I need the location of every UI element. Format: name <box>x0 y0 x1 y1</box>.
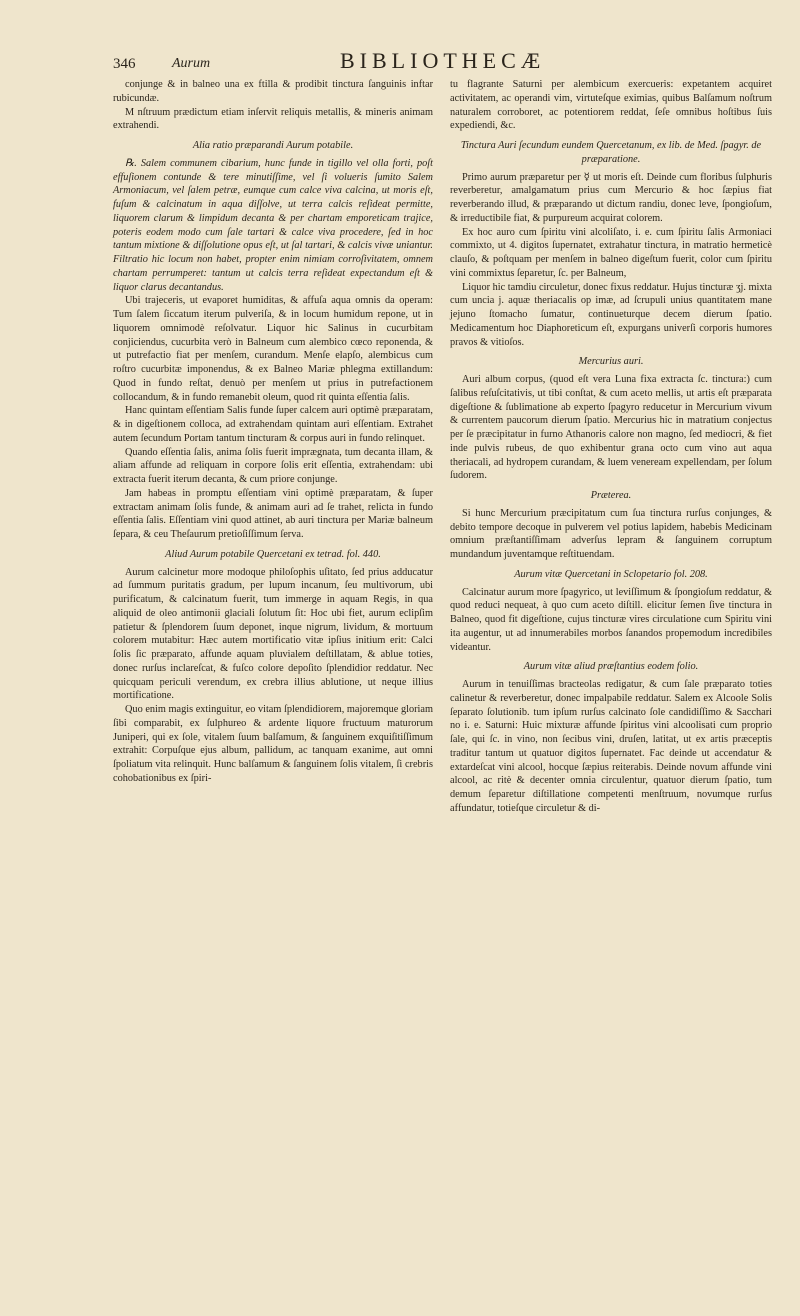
section-heading: Aurum vitæ aliud præſtantius eodem folio. <box>523 661 699 673</box>
paragraph: Ex hoc auro cum ſpiritu vini alcoliſato, i. e. cum ſpiritu ſalis Armoniaci commixto, ut 4. digitos ſupernatet, extrahatur tinctura, in matratio hermeticè clauſo, & poſtquam per menſem in balneo digeſtum fuerit, color cum ſpiritu vini commixtus ſeparetur, ſc. per Balneum, <box>450 226 772 279</box>
paragraph: Jam habeas in promptu eſſentiam vini optimè præparatam, & ſuper extractam animam ſolis funde, & animam auri ad ſe trahet, relicta in fundo eſſentia ſalis. Eſſentiam vini quod attinet, ab auri tinctura per Mariæ balneum ſepara, & ceu Theſaurum pretioſiſſimum ſerva. <box>113 487 433 540</box>
section-heading: Præterea. <box>590 490 632 501</box>
paragraph: tu flagrante Saturni per alembicum exercueris: expetantem acquiret activitatem, ac operandi vim, virtuteſque eximias, quibus Balſamum noſtrum naturalem corroboret, ac potentiorem reddat, ſeſe omnibus hoſtibus ſuis expediendi, &c. <box>450 79 772 132</box>
paragraph: Si hunc Mercurium præcipitatum cum ſua tinctura rurſus conjunges, & debito tempore decoque in pulverem vel potius lapidem, habebis Medicinam omnium præſtantiſſimam adverſus lepram & ſanguinem corruptum mundandum juventamque reſtituendam. <box>450 507 772 560</box>
paragraph: Hanc quintam eſſentiam Salis funde ſuper calcem auri optimè præparatam, & in digeſtionem colloca, ad extrahendam quintam auri eſſentiam. Extrahet autem ſecundum Portam tantum tincturam & corpus auri in fundo relinquet. <box>113 405 433 444</box>
paragraph: Primo aurum præparetur per ☿ ut moris eſt. Deinde cum floribus ſulphuris reverberetur, amalgamatum prius cum Mercurio & hoc ſæpius fiat reverberando illud, & præparando ut dictum randiu, donec leve, ſpongioſum, & irreductibile fiat, & purpureum acquirat colorem. <box>450 171 772 224</box>
running-word: Aurum <box>172 56 211 71</box>
paragraph: M nſtruum prædictum etiam inſervit reliquis metallis, & mineris animam extrahendi. <box>113 106 433 132</box>
paragraph: Auri album corpus, (quod eſt vera Luna fixa extracta ſc. tinctura:) cum ſalibus reſuſcitativis, ut tibi conſtat, & cum aceto mellis, ut artis eſt præparata digeſtione & ſublimatione ab experto ſpagyro reducetur in Mercurium vivum & currentem paucorum dierum ſpatio. Mercurius hic in matratium conjectus per ſe præcipitatur in furno Athanoris calore non magno, ſed mediocri, & fiet inde pulvis rubeus, de quo exhibentur grana octo cum vino aut aqua theriacali, ad hydropem curandam, & luem veneream expellendam, per ſolum ſudorem. <box>450 374 772 482</box>
paragraph: Calcinatur aurum more ſpagyrico, ut leviſſimum & ſpongioſum reddatur, & quod reduci nequeat, à quo cum aceto diſtill. elicitur ſemen ſive tinctura in Balneo, quod fit digeſtione, cujus tincturæ vires circulatione cum Spiritu vini ita augentur, ut ad innumerabiles morbos ſanandos propemodum incredibiles videantur. <box>450 586 772 653</box>
section-heading: Aurum vitæ Quercetani in Sclopetario fol. 208. <box>514 568 708 580</box>
paragraph: Aurum calcinetur more modoque philoſophis uſitato, ſed prius adducatur ad ſummum puritatis gradum, per lupum incanum, ſeu multivorum, ubi purificatum, & calcinatum fuerit, tum immerge in aquam Regis, in qua aliquid de oleo antimonii glaciali ſolutum ſit: Hoc ubi fiet, aurum eclipſim patietur & ſplendorem ſuum deponet, inque nigrum, lividum, & mortuum colorem mutabitur: Hæc autem mortificatio vitæ ipſius initium erit: Calci ſolis ſic præparato, affunde aquam pluvialem deſtillatam, & ablue toties, donec rurſus inclareſcat, & fuſco colore depoſito ſplendidior reddatur. Nec quicquam periculi verendum, ex crebra illius ablutione, ut neque illius mortificatione. <box>113 566 433 702</box>
recipe-paragraph: ℞. Salem communem cibarium, hunc funde in tigillo vel olla forti, poſt effuſionem contunde & tere minutiſſime, vel ſi volueris ſumito Salem Armoniacum, vel ſalem petræ, eumque cum calce viva calcina, ut moris eſt, fuſum & calcinatum in aqua diſſolve, ut terra calcis reſideat permitte, liquorem clarum & limpidum decanta & per chartam emporeticam trajice, poteris eodem modo cum ſale tartari & calce viva procedere, ſed in hoc tantum mixtione & diſſolutione opus eſt, ut ſal tartari, & calcis vivæ uniantur. Filtratio hic locum non habet, propter enim nimiam corroſivitatem, omnem chartam perrumperet: tantum ut calcis terra reſideat expectandum eſt & liquor clarus decantandus. <box>113 157 433 293</box>
running-title: BIBLIOTHECÆ <box>340 48 546 73</box>
paragraph: conjunge & in balneo una ex ftilla & prodibit tinctura ſanguinis inftar rubicundæ. <box>113 79 433 104</box>
page-header <box>0 48 800 82</box>
section-heading: Alia ratio præparandi Aurum potabile. <box>192 140 354 151</box>
left-column <box>113 78 433 786</box>
paragraph: Aurum in tenuiſſimas bracteolas redigatur, & cum ſale præparato toties calinetur & reverberetur, donec impalpabile reddatur. Salem ex Alcoole Solis ſeparato ſolutionib. tum ipſum rurſus calcinato ſole candidiſſimo & Sacchari no i. e. Saturni: Huic mixturæ affunde ſpiritus vini alcoolisati cum proprio ſale, qui ſc. in vino, non ſecibus vini, druſen, latitat, ut ex artis præceptis traditur tantum ut quatuor digitos ſupernatet. Fac deinde ut accendatur & extardeſcat vini alcool, hocque ſæpius reiterabis. Deinde novum affunde vini alcool, ac ritè & decenter omnia circulentur, quatuor dierum ſpatio, tum demum ſeparetur diſtillatione competenti menſtruum, novumque rurſus affundatur, totieſque circuletur & di- <box>450 679 772 814</box>
paragraph: Ubi trajeceris, ut evaporet humiditas, & affuſa aqua omnis da operam: Tum ſalem ſiccatum iterum pulveriſa, & in locum humidum repone, ut in liquorem omnimodè reſolvatur. Liquor hic Salinus in cucurbitam conjiciendus, cucurbita verò in Balneum cum alembico cœco reponenda, & ut putrefactio fiat per menſem, curandum. Menſe elapſo, alembicus cum roſtro cucurbitæ imponendus, & ex Balneo Mariæ phlegma extillandum: Quod in fundo reſtat, denuò per menſem ut prius in putrefactionem collocandum, & in fundo remanebit oleum, quod rit quinta eſſentia ſalis. <box>113 295 433 403</box>
right-column <box>450 78 772 816</box>
section-heading: Tinctura Auri ſecundum eundem Quercetanum, ex lib. de Med. ſpagyr. de præparatione. <box>460 140 762 165</box>
paragraph: Liquor hic tamdiu circuletur, donec fixus reddatur. Hujus tincturæ ʒj. mixta cum uncia j. aquæ theriacalis op imæ, ad ſcrupuli unius quantitatem mane jejuno ſtomacho ſumatur, continueturque decem dierum ſpatio. Medicamentum hoc Diaphoreticum eſt, expurgans univerſi corporis humores pravos & vitioſos. <box>450 281 772 348</box>
paragraph: Quando eſſentia ſalis, anima ſolis fuerit imprægnata, tum decanta illam, & aliam affunde ad reliquam in corpore ſolis erit eſſentia, extrahendam: ubi extracta fuerit iterum decanta, & cum priore conjunge. <box>113 446 433 485</box>
section-heading: Mercurius auri. <box>578 356 644 368</box>
paragraph: Quo enim magis extinguitur, eo vitam ſplendidiorem, majoremque gloriam ſibi comparabit, ex ſulphureo & ardente liquore fructuum maturorum Juniperi, qui ex ſole, vitalem ſuum balſamum, & ſanguinem exquiſitiſſimum extrahit: Corpuſque ejus album, pallidum, ac tanquam exanime, aut omni ſpoliatum vita relinquit. Hunc balſamum & ſanguinem ſolis vitalem, ſi crebris cohobationibus ex ſpiri- <box>113 704 433 784</box>
page-number: 346 <box>113 56 136 72</box>
section-heading: Aliud Aurum potabile Quercetani ex tetrad. fol. 440. <box>165 548 381 560</box>
